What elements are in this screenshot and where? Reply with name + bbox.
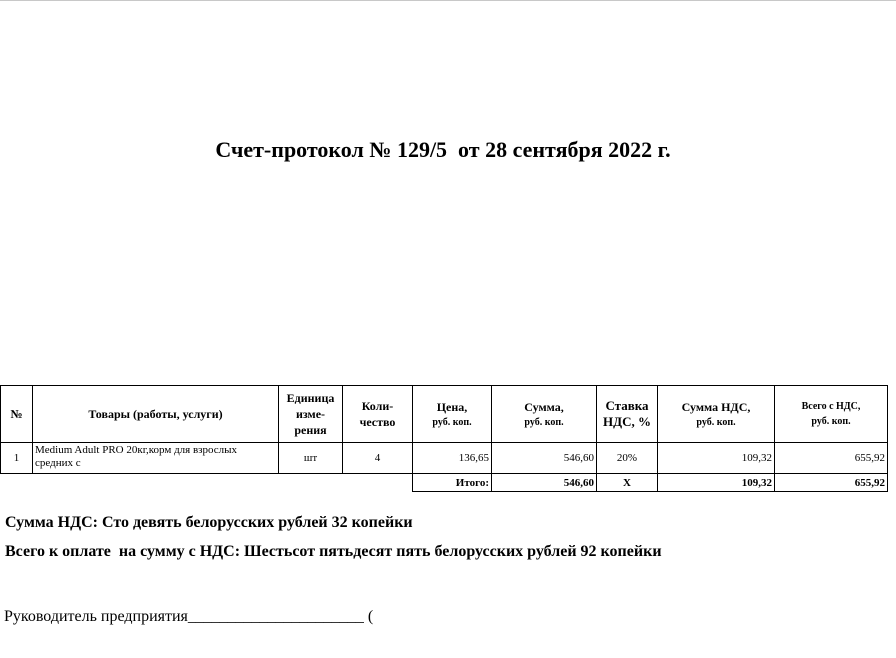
cell-number: 1 <box>1 443 33 474</box>
top-rule <box>0 0 896 1</box>
cell-quantity: 4 <box>343 443 413 474</box>
signature-line: Руководитель предприятия______________________ ( <box>4 608 374 625</box>
document-title: Счет-протокол № 129/5 от 28 сентября 2022 г. <box>215 137 671 162</box>
header-vat-sum <box>658 386 775 443</box>
header-quantity <box>343 386 413 443</box>
total-amount-in-words: Всего к оплате на сумму с НДС: Шестьсот пятьдесят пять белорусских рублей 92 копейки <box>5 543 662 560</box>
header-vat-rate-line-1: Ставка <box>605 398 649 413</box>
totals-spacer-2 <box>33 474 279 492</box>
totals-row <box>1 474 888 492</box>
header-price-line-2: руб. коп. <box>432 416 472 428</box>
totals-spacer-3 <box>279 474 343 492</box>
header-sum-line-2: руб. коп. <box>524 416 564 428</box>
header-quantity-line-1: Коли- <box>361 399 394 413</box>
totals-vat-rate: Х <box>597 474 658 492</box>
header-unit-line-1: Единица <box>286 391 335 405</box>
invoice-table <box>0 385 888 492</box>
header-vat-rate-line-2: НДС, % <box>603 414 651 429</box>
totals-spacer-1 <box>1 474 33 492</box>
cell-vat-rate: 20% <box>597 443 658 474</box>
header-number: № <box>1 386 33 443</box>
header-unit-line-2: изме- <box>295 407 326 421</box>
header-sum <box>492 386 597 443</box>
header-unit-line-3: рения <box>294 423 327 437</box>
header-total-line-1: Всего с НДС, <box>801 401 861 412</box>
header-goods: Товары (работы, услуги) <box>33 386 279 443</box>
totals-spacer-4 <box>343 474 413 492</box>
header-unit <box>279 386 343 443</box>
vat-amount-in-words: Сумма НДС: Сто девять белорусских рублей 32 копейки <box>5 514 413 531</box>
cell-total: 655,92 <box>775 443 888 474</box>
header-total-line-2: руб. коп. <box>811 416 851 427</box>
header-total <box>775 386 888 443</box>
header-price-line-1: Цена, <box>436 399 468 414</box>
cell-vat-sum: 109,32 <box>658 443 775 474</box>
totals-sum: 546,60 <box>492 474 597 492</box>
header-price <box>413 386 492 443</box>
header-quantity-line-2: чество <box>359 415 396 429</box>
cell-goods: Medium Adult PRO 20кг,корм для взрослых средних с <box>33 443 279 474</box>
header-vat-sum-line-2: руб. коп. <box>696 416 736 428</box>
cell-sum: 546,60 <box>492 443 597 474</box>
table-header-row <box>1 386 888 443</box>
table-row <box>1 443 888 474</box>
header-vat-sum-line-1: Сумма НДС, <box>681 399 751 414</box>
totals-vat-sum: 109,32 <box>658 474 775 492</box>
header-vat-rate <box>597 386 658 443</box>
header-sum-line-1: Сумма, <box>524 399 564 414</box>
cell-unit: шт <box>279 443 343 474</box>
totals-total: 655,92 <box>775 474 888 492</box>
totals-label: Итого: <box>413 474 492 492</box>
cell-price: 136,65 <box>413 443 492 474</box>
